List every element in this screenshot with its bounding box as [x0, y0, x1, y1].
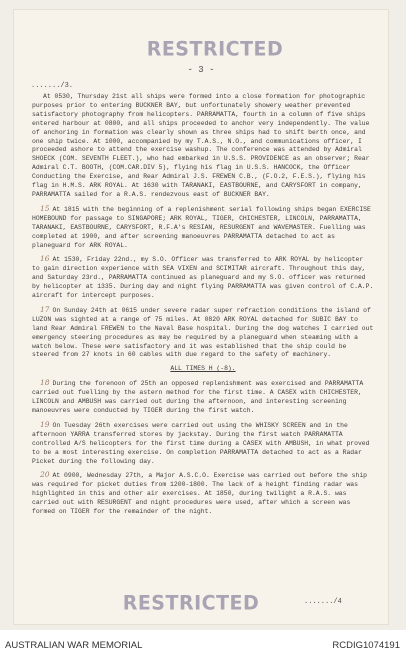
paragraph-text: At 1530, Friday 22nd., my S.O. Officer was transferred to ARK ROYAL by helicopter to gain direction experience with SEA VIXEN and SCIMITAR aircraft. Throughout this day, and Saturday 23rd., PARRAMATTA continued as planeguard and my S.O. officer was returned by helicopter at 1335. During day and night flying PARRAMATTA was given control of C.A.P. aircraft for intercept purposes. — [32, 256, 374, 300]
document-page — [14, 10, 388, 624]
paragraph-text: At 0530, Thursday 21st all ships were formed into a close formation for photographic purposes prior to entering BUCKNER BAY, but unfortunately showery weather prevented satisfactory photography from helicopters. PARRAMATTA, fourth in a column of five ships entered harbour at 0800, and all ships proceeded to anchor very independently. The value of anchoring in formation was clearly shown as three ships had to shift berth once, and one ship twice. At 1000, accompanied by my T.A.S., N.O., and communications officer, I proceeded ashore to attend the exercise washup. The conference was attended by Admiral SHOECK (COM. SEVENTH FLEET.), who had embarked in U.S.S. PROVIDENCE as an observer; Rear Admiral C.T. BOOTH, (COM.CAR.DIV 5), flying his flag in U.S.S. HANCOCK, the Officer Conducting the Exercise, and Rear Admiral J.S. FREWEN C.B., (F.O.2, F.E.S.), flying his flag in H.M.S. ARK ROYAL. At 1630 with TARANAKI, EASTBOURNE, and CARYSFORT in company, PARRAMATTA sailed for a R.A.S. rendezvous east of BUCKNER BAY. — [32, 93, 370, 198]
paragraph-5 — [32, 379, 374, 416]
page-number: - 3 - — [187, 65, 215, 75]
paragraph-4 — [32, 306, 374, 360]
paragraph-number: 20 — [40, 470, 50, 480]
paragraph-number: 15 — [40, 203, 50, 213]
next-page-marker: ......./4 — [304, 598, 342, 606]
paragraph-text: On Tuesday 26th exercises were carried out using the WHISKY SCREEN and in the afternoon YARRA transferred stores by jackstay. During the first watch PARRAMATTA controlled A/S helicopters for the first time during a CASEX with AMBUSH, in what proved to be a most interesting exercise. On completion PARRAMATTA detached to act as a Radar Picket during the following day. — [32, 421, 370, 465]
paragraph-7 — [32, 471, 374, 517]
restricted-stamp-top: RESTRICTED — [146, 37, 284, 61]
archive-footer — [0, 630, 406, 654]
paragraph-number: 16 — [40, 254, 50, 264]
paragraph-text: At 1815 with the beginning of a replenishment serial following ships began EXERCISE HOMEBOUND for passage to SINGAPORE; ARK ROYAL, TIGER, CHICHESTER, LINCOLN, PARRAMATTA, TARANAKI, EASTBOURNE, CARYSFORT, R.F.A's RESIAN, RESURGENT and WAVEMASTER. Fuelling was completed at 1900, and after screening manoeuvres PARRAMATTA detached to act as planeguard for ARK ROYAL. — [32, 205, 371, 249]
continuation-marker: ......./3. — [31, 82, 74, 90]
restricted-stamp-bottom: RESTRICTED — [122, 591, 260, 615]
paragraph-number: 18 — [40, 378, 50, 388]
institution-label: AUSTRALIAN WAR MEMORIAL — [5, 640, 143, 651]
paragraph-2 — [32, 205, 374, 251]
paragraph-number: 19 — [40, 419, 50, 429]
paragraph-3 — [32, 255, 374, 301]
document-body — [32, 92, 374, 522]
paragraph-text: On Sunday 24th at 0615 under severe radar super refraction conditions the island of LUZON was sighted at a range of 75 miles. At 0820 ARK ROYAL detached for SUBIC BAY to land Rear Admiral FREWEN to the Naval Base hospital. During the dog watches I carried out emergency steering procedures as may be required by a planeguard when steaming with a watch below. These were satisfactory and it was established that the ship could be steered from 27 knots in 60 cables with due regard to the safety of machinery. — [32, 306, 374, 359]
section-heading: ALL TIMES H (-8). — [170, 365, 236, 373]
paragraph-text: At 0900, Wednesday 27th, a Major A.S.C.O. Exercise was carried out before the ship was required for picket duties from 1200-1800. The lack of a height finding radar was highlighted in this and other air exercises. At 1850, during twilight a R.A.S. was carried out with RESURGENT and night procedures were used, after which a screen was formed on TIGER for the remainder of the night. — [32, 472, 368, 516]
reference-id: RCDIG1074191 — [332, 640, 400, 651]
paragraph-1 — [32, 92, 374, 200]
paragraph-number: 17 — [40, 304, 50, 314]
paragraph-6 — [32, 421, 374, 467]
paragraph-text: During the forenoon of 25th an opposed replenishment was exercised and PARRAMATTA carried out fuelling by the astern method for the first time. A CASEX with CHICHESTER, LINCOLN and AMBUSH was carried out during the afternoon, and interesting screening manoeuvres were conducted by TIGER during the first watch. — [32, 380, 364, 414]
